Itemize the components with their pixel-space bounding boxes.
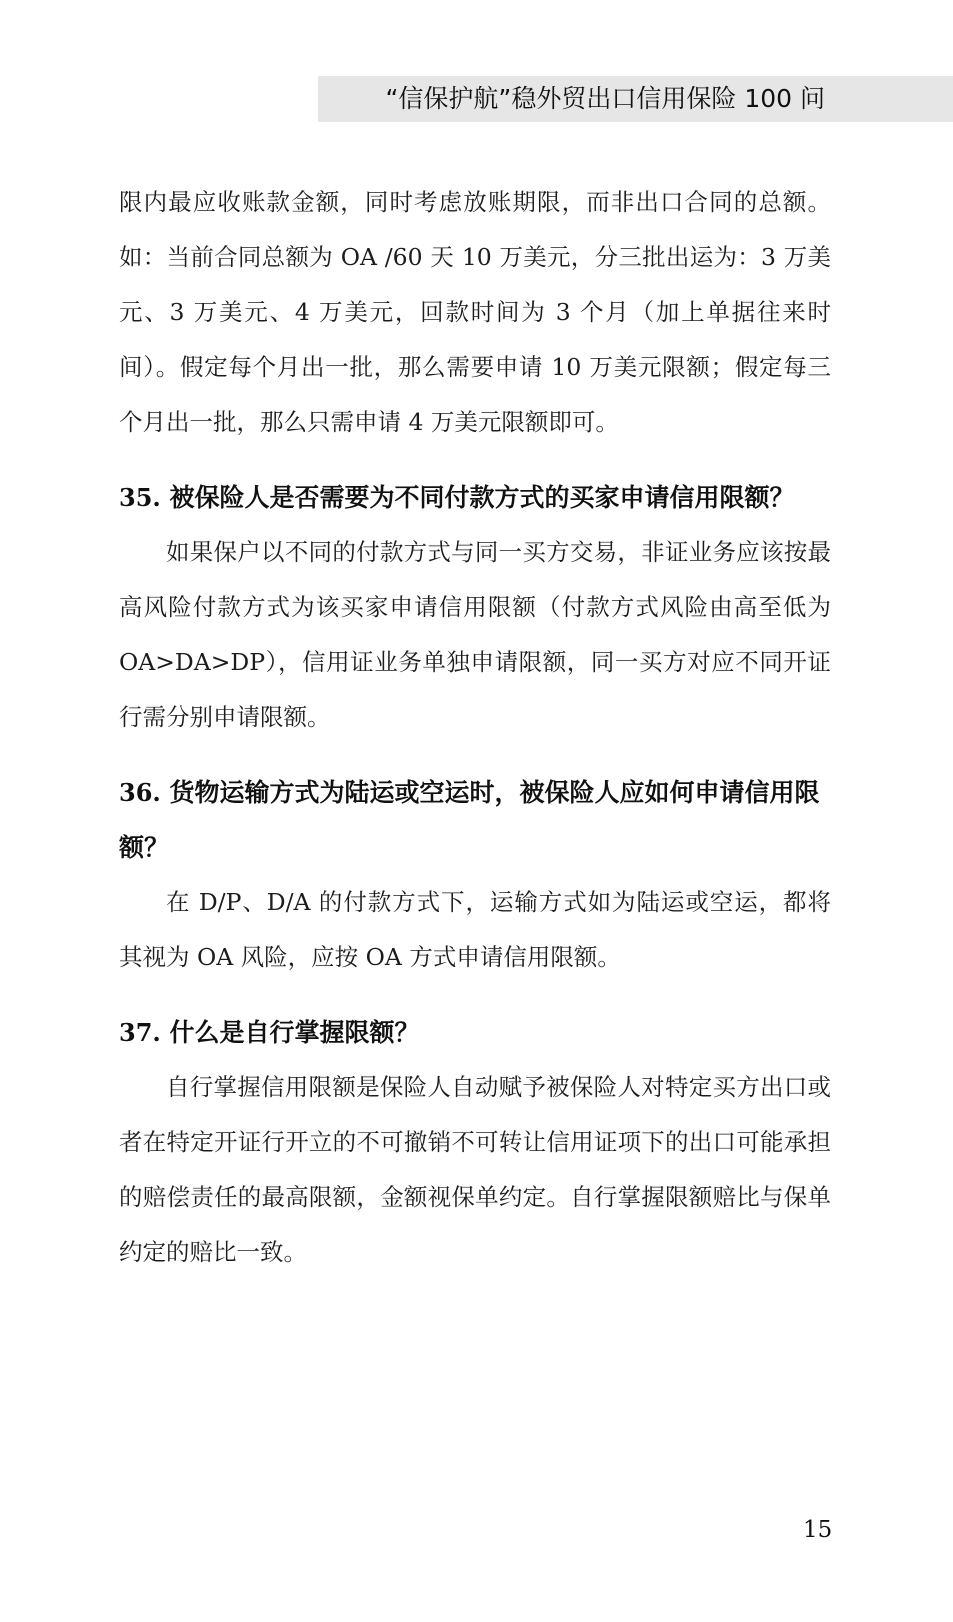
page-number: 15 <box>803 1517 833 1543</box>
answer-paragraph: 如果保户以不同的付款方式与同一买方交易，非证业务应该按最高风险付款方式为该买家申请信用限额（付款方式风险由高至低为 OA>DA>DP），信用证业务单独申请限额，同一买方对应不同开证行需分别申请限额。 <box>119 538 831 731</box>
running-header <box>318 76 953 122</box>
answer-paragraph: 自行掌握信用限额是保险人自动赋予被保险人对特定买方出口或者在特定开证行开立的不可撤销不可转让信用证项下的出口可能承担的赔偿责任的最高限额，金额视保单约定。自行掌握限额赔比与保单约定的赔比一致。 <box>119 1073 831 1266</box>
question-number: 37. <box>119 1018 161 1047</box>
question-heading <box>119 765 831 875</box>
running-header-title: “信保护航”稳外贸出口信用保险 100 问 <box>385 84 825 113</box>
page-body <box>119 175 831 1280</box>
intro-paragraph: 限内最应收账款金额，同时考虑放账期限，而非出口合同的总额。如：当前合同总额为 OA /60 天 10 万美元，分三批出运为：3 万美元、3 万美元、4 万美元，回款时间为 3 个月（加上单据往来时间）。假定每个月出一批，那么需要申请 10 万美元限额；假定每三个月出一批，那么只需申请 4 万美元限额即可。 <box>119 188 831 436</box>
question-section-35 <box>119 470 831 745</box>
answer-paragraph: 在 D/P、D/A 的付款方式下，运输方式如为陆运或空运，都将其视为 OA 风险，应按 OA 方式申请信用限额。 <box>119 888 831 971</box>
question-heading <box>119 470 831 525</box>
question-section-37 <box>119 1005 831 1280</box>
question-title: 被保险人是否需要为不同付款方式的买家申请信用限额？ <box>169 483 795 512</box>
question-title: 什么是自行掌握限额？ <box>169 1018 420 1047</box>
question-number: 35. <box>119 483 161 512</box>
question-heading <box>119 1005 831 1060</box>
question-title: 货物运输方式为陆运或空运时，被保险人应如何申请信用限额？ <box>119 778 820 862</box>
question-number: 36. <box>119 778 161 807</box>
question-section-36 <box>119 765 831 985</box>
